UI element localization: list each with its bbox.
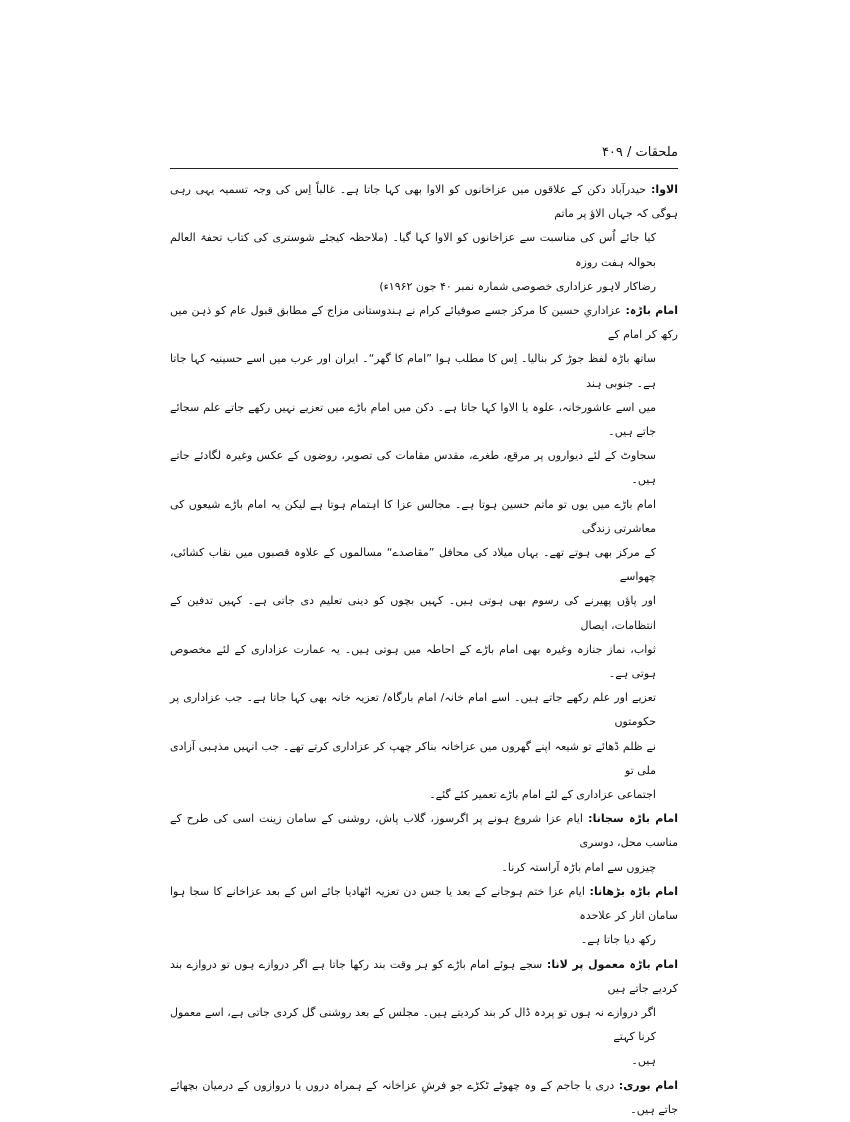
- entry-line: نے ظلم ڈھائے تو شیعہ اپنے گھروں میں عزاخانہ بناکر چھپ کر عزاداری کرتے تھے۔ جب انہیں مذہبی آزادی ملی تو: [170, 739, 656, 777]
- running-title: ملحقات / ۴۰۹: [601, 145, 678, 160]
- glossary-entry-imambara-barhana: [170, 880, 678, 953]
- entry-line: امام باڑے میں یوں تو ماتم حسین ہوتا ہے۔ مجالس عزا کا اہتمام ہوتا ہے لیکن یہ امام باڑے شیعوں کی معاشرتی زندگی: [170, 497, 656, 535]
- entry-line: اور پاؤں پھیرنے کی رسوم بھی ہوتی ہیں۔ کہیں بچوں کو دینی تعلیم دی جاتی ہے۔ کہیں تدفین کے انتظامات، ایصال: [170, 594, 656, 632]
- entry-line: اجتماعی عزاداری کے لئے امام باڑے تعمیر کئے گئے۔: [429, 788, 656, 802]
- entry-text: دری یا جاجم کے وہ چھوٹے ٹکڑے جو فرشِ عزاخانہ کے ہمراہ دروں یا دروازوں کے درمیان بچھائے جاتے ہیں۔: [170, 1078, 678, 1116]
- entry-line: امام بوری: دری یا جاجم کے وہ چھوٹے ٹکڑے جو فرشِ عزاخانہ کے ہمراہ دروں یا دروازوں کے درمیان بچھائے جاتے ہیں۔: [170, 1078, 678, 1116]
- entry-line: امام باڑہ بڑھانا: ایام عزا ختم ہوجانے کے بعد یا جس دن تعزیہ اٹھادیا جائے اس کے بعد عزاخانے کا سجا ہوا سامان اتار کر علاحدہ: [170, 884, 678, 923]
- entry-term: امام بوری: [623, 1078, 678, 1092]
- entry-text: ایام عزا شروع ہونے پر اگرسوز، گلاب پاش، روشنی کے سامان زینت اسی کی طرح کے مناسب محل، دوسری: [170, 812, 678, 850]
- entry-line: امام باڑہ معمول پر لانا: سجے ہوئے امام باڑے کو ہر وقت بند رکھا جاتا ہے اگر دروازے ہوں تو دروازے بند کردیے جاتے ہیں: [170, 957, 679, 995]
- entry-line: ساتھ باڑہ لفظ جوڑ کر بنالیا۔ اِس کا مطلب ہوا ”امام کا گھر“۔ ایران اور عرب میں اسے حسینیہ کہا جاتا ہے۔ جنوبی ہند: [170, 352, 656, 390]
- running-header: [170, 138, 678, 168]
- entry-term: امام باڑہ بڑھانا: [593, 884, 678, 898]
- entry-text: عزاداریِ حسین کا مرکز جسے صوفیائے کرام نے ہندوستانی مزاج کے مطابق قبول عام کو ذہن میں رکھ کر امام کے: [170, 304, 678, 342]
- entry-term: امام باڑہ معمول پر لانا: [551, 957, 679, 971]
- entry-line: امام باڑہ سجانا: ایام عزا شروع ہونے پر اگرسوز، گلاب پاش، روشنی کے سامان زینت اسی کی طرح کے مناسب محل، دوسری: [170, 812, 678, 850]
- glossary-entry-imam-bori: [170, 1074, 678, 1122]
- entry-text: حیدرآباد دکن کے علاقوں میں عزاخانوں کو الاوا بھی کہا جاتا ہے۔ غالباً اِس کی وجہ تسمیہ یہی رہی ہوگی کہ جہاں الاؤ پر ماتم: [170, 183, 678, 221]
- entry-line: کیا جائے اُس کی مناسبت سے عزاخانوں کو الاوا کہا گیا۔ (ملاحظہ کیجئے شوستری کی کتاب تحفۃ العالم بحوالہ ہفت روزہ: [170, 231, 656, 269]
- entry-line: رضاکار لاہور عزاداری خصوصی شمارہ نمبر ۴۰ جون ۱۹۶۲ء): [379, 279, 656, 293]
- glossary-entry-imambara-sajana: [170, 807, 678, 880]
- entry-line: میں اسے عاشورخانہ، علوہ یا الاوا کہا جاتا ہے۔ دکن میں امام باڑے میں تعزیے نہیں رکھے جاتے علم سجائے جاتے ہیں۔: [170, 400, 656, 439]
- glossary-entries: [170, 178, 678, 1122]
- entry-line: الاوا: حیدرآباد دکن کے علاقوں میں عزاخانوں کو الاوا بھی کہا جاتا ہے۔ غالباً اِس کی وجہ تسمیہ یہی رہی ہوگی کہ جہاں الاؤ پر ماتم: [170, 183, 678, 221]
- header-rule: [170, 168, 678, 169]
- entry-term: امام باڑہ: [629, 304, 678, 318]
- glossary-entry-alawa: [170, 178, 678, 299]
- entry-line: امام باڑہ: عزاداریِ حسین کا مرکز جسے صوفیائے کرام نے ہندوستانی مزاج کے مطابق قبول عام کو ذہن میں رکھ کر امام کے: [170, 304, 678, 342]
- entry-line: سجاوٹ کے لئے دیواروں پر مرقع، طغرے، مقدس مقامات کی تصویر، روضوں کے عکس وغیرہ لگادئے جاتے ہیں۔: [170, 449, 656, 487]
- entry-line: اگر دروازے نہ ہوں تو پردہ ڈال کر بند کردیتے ہیں۔ مجلس کے بعد روشنی گل کردی جاتی ہے، اسے معمول کرنا کہتے: [170, 1005, 656, 1044]
- entry-line: چیزوں سے امام باڑہ آراستہ کرنا۔: [501, 860, 656, 874]
- entry-line: ثواب، نماز جنازہ وغیرہ بھی امام باڑے کے احاطہ میں ہوتی ہیں۔ یہ عمارت عزاداری کے لئے مخصوص ہوتی ہے۔: [170, 642, 656, 681]
- glossary-entry-imambara-mamool: [170, 953, 678, 1074]
- entry-line: ہیں۔: [631, 1054, 656, 1068]
- entry-term: الاوا: [655, 183, 678, 196]
- entry-line: رکھ دیا جاتا ہے۔: [580, 933, 656, 947]
- entry-line: تعزیے اور علم رکھے جاتے ہیں۔ اسے امام خانہ/ امام بارگاہ/ تعزیہ خانہ بھی کہا جاتا ہے۔ جب عزاداری پر حکومتوں: [170, 691, 656, 729]
- entry-text: ایام عزا ختم ہوجانے کے بعد یا جس دن تعزیہ اٹھادیا جائے اس کے بعد عزاخانے کا سجا ہوا سامان اتار کر علاحدہ: [170, 884, 678, 923]
- glossary-entry-imambara: [170, 299, 678, 807]
- entry-term: امام باڑہ سجانا: [592, 812, 678, 826]
- entry-line: کے مرکز بھی ہوتے تھے۔ یہاں میلاد کی محافل ”مقاصدے“ مسالموں کے علاوہ قصبوں میں نقاب کشائی، چھواسے: [170, 546, 656, 584]
- entry-text: سجے ہوئے امام باڑے کو ہر وقت بند رکھا جاتا ہے اگر دروازے ہوں تو دروازے بند کردیے جاتے ہیں: [170, 957, 678, 995]
